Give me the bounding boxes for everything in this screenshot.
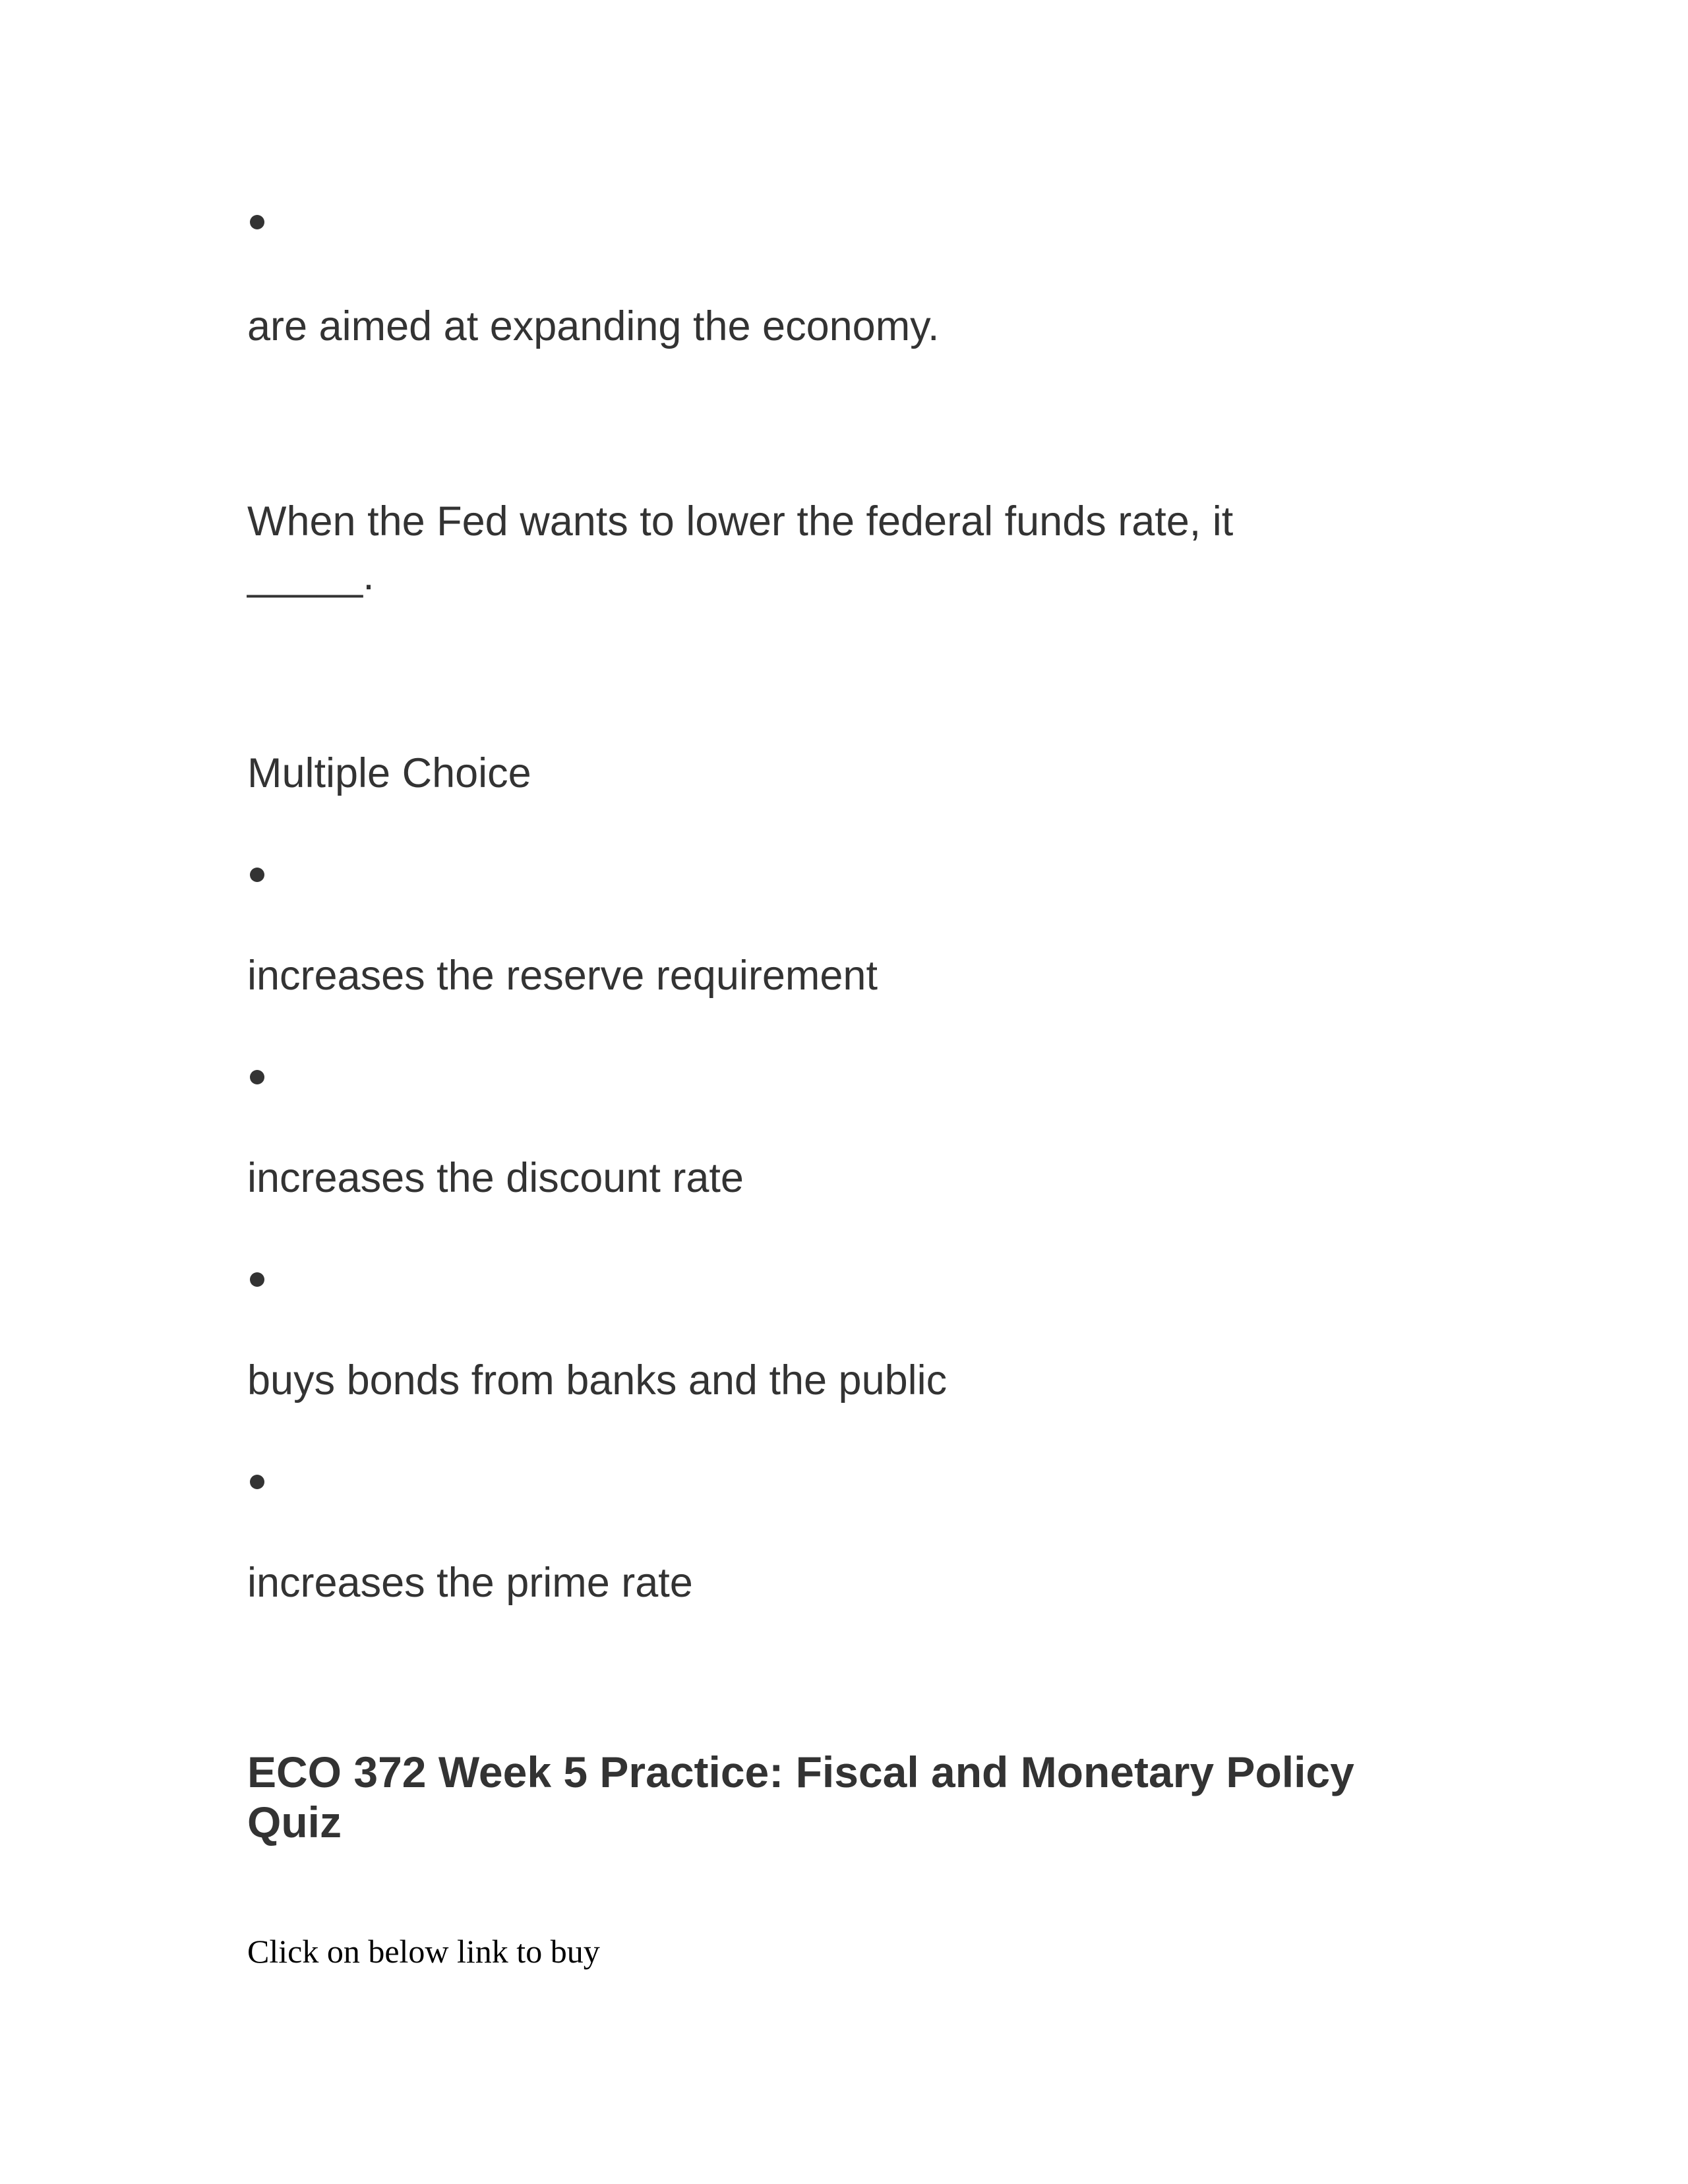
buy-link-note: Click on below link to buy (247, 1933, 600, 1970)
answer-option-text: are aimed at expanding the economy. (247, 303, 940, 349)
question-type-label: Multiple Choice (247, 750, 531, 796)
choice-bullet (250, 1475, 264, 1489)
quiz-heading: ECO 372 Week 5 Practice: Fiscal and Monetary Policy Quiz (247, 1748, 1354, 1846)
choice-option: increases the discount rate (247, 1155, 744, 1201)
choice-bullet (250, 1272, 264, 1287)
list-bullet (250, 215, 264, 229)
choice-option: buys bonds from banks and the public (247, 1357, 948, 1403)
choice-option: increases the reserve requirement (247, 953, 878, 999)
question-text: When the Fed wants to lower the federal funds rate, it _____. (247, 498, 1234, 599)
choice-bullet (250, 1070, 264, 1084)
choice-bullet (250, 868, 264, 882)
choice-option: increases the prime rate (247, 1560, 693, 1606)
